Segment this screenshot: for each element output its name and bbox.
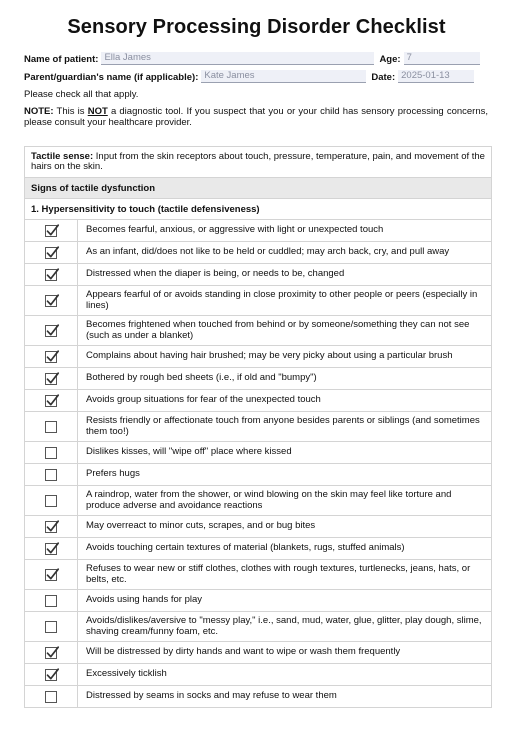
checkbox-cell (25, 368, 78, 390)
disclaimer-note (24, 107, 488, 128)
checklist-item (25, 642, 492, 664)
checklist-item-text: As an infant, did/does not like to be held or cuddled; may arch back, cry, and pull away (78, 242, 492, 264)
checkbox-cell (25, 664, 78, 686)
checkbox-cell (25, 286, 78, 316)
checkbox-cell (25, 486, 78, 516)
checkbox[interactable] (45, 395, 57, 407)
checklist-item (25, 390, 492, 412)
checkbox-cell (25, 346, 78, 368)
tactile-checklist-table (24, 146, 492, 708)
checkbox[interactable] (45, 569, 57, 581)
guardian-row (24, 70, 474, 83)
checkmark-icon (45, 541, 60, 556)
checkbox[interactable] (45, 621, 57, 633)
checkmark-icon (45, 323, 60, 338)
checklist-item (25, 346, 492, 368)
checklist-item-text: Appears fearful of or avoids standing in close proximity to other people or peers (especially in lines) (78, 286, 492, 316)
checklist-item (25, 516, 492, 538)
checkbox[interactable] (45, 351, 57, 363)
checkbox[interactable] (45, 421, 57, 433)
checklist-item-text: Distressed when the diaper is being, or needs to be, changed (78, 264, 492, 286)
checkbox[interactable] (45, 495, 57, 507)
checkbox[interactable] (45, 247, 57, 259)
checkbox-cell (25, 412, 78, 442)
date-label: Date: (371, 72, 396, 83)
section-intro-row (25, 147, 492, 178)
checkbox[interactable] (45, 295, 57, 307)
checklist-item (25, 242, 492, 264)
patient-row (24, 52, 480, 65)
checklist-item-text: Dislikes kisses, will "wipe off" place where kissed (78, 442, 492, 464)
checklist-item-text: Avoids/dislikes/aversive to "messy play," i.e., sand, mud, water, glue, glitter, play dough, slime, shaving cream/funny foam, etc. (78, 612, 492, 642)
checkbox-cell (25, 538, 78, 560)
checkbox-cell (25, 442, 78, 464)
checkbox[interactable] (45, 521, 57, 533)
checkbox[interactable] (45, 269, 57, 281)
checklist-item-text: Avoids touching certain textures of material (blankets, rugs, stuffed animals) (78, 538, 492, 560)
checklist-item (25, 412, 492, 442)
checkmark-icon (45, 293, 60, 308)
checkbox[interactable] (45, 325, 57, 337)
checklist-item (25, 368, 492, 390)
checklist-item-text: Refuses to wear new or stiff clothes, clothes with rough textures, turtlenecks, jeans, hats, or belts, etc. (78, 560, 492, 590)
note-prefix: NOTE: (24, 106, 54, 117)
checkbox-cell (25, 590, 78, 612)
guardian-name-field[interactable]: Kate James (201, 70, 366, 83)
section-intro-label: Tactile sense: (31, 150, 94, 162)
checklist-item-text: Becomes frightened when touched from behind or by someone/something they can not see (such as under a blanket) (78, 316, 492, 346)
date-field[interactable]: 2025-01-13 (398, 70, 474, 83)
checkbox-cell (25, 390, 78, 412)
checklist-item (25, 264, 492, 286)
checkbox[interactable] (45, 669, 57, 681)
checklist-item-text: Distressed by seams in socks and may refuse to wear them (78, 686, 492, 708)
checkmark-icon (45, 667, 60, 682)
note-text-a: This is (53, 106, 88, 117)
section-heading: Signs of tactile dysfunction (25, 178, 492, 199)
age-label: Age: (379, 54, 401, 65)
checklist-item (25, 686, 492, 708)
checklist-item-text: Excessively ticklish (78, 664, 492, 686)
subsection-heading: 1. Hypersensitivity to touch (tactile defensiveness) (25, 199, 492, 220)
age-field[interactable]: 7 (404, 52, 480, 65)
checkmark-icon (45, 349, 60, 364)
checkbox[interactable] (45, 225, 57, 237)
checklist-item-text: Complains about having hair brushed; may be very picky about using a particular brush (78, 346, 492, 368)
checkbox-cell (25, 516, 78, 538)
patient-name-label: Name of patient: (24, 54, 99, 65)
checklist-item-text: Prefers hugs (78, 464, 492, 486)
checklist-item (25, 486, 492, 516)
section-intro-text: Input from the skin receptors about touch, pressure, temperature, pain, and movement of the hairs on the skin. (31, 150, 485, 172)
checkbox-cell (25, 316, 78, 346)
checklist-item-text: May overreact to minor cuts, scrapes, and or bug bites (78, 516, 492, 538)
checklist-item-text: Resists friendly or affectionate touch from anyone besides parents or siblings (and sometimes them too!) (78, 412, 492, 442)
checkmark-icon (45, 645, 60, 660)
checklist-item-text: A raindrop, water from the shower, or wind blowing on the skin may feel like torture and produce adverse and avoidance reactions (78, 486, 492, 516)
instruction-text: Please check all that apply. (24, 89, 139, 100)
checklist-item-text: Avoids group situations for fear of the unexpected touch (78, 390, 492, 412)
checkbox-cell (25, 220, 78, 242)
checkbox-cell (25, 242, 78, 264)
checkbox-cell (25, 560, 78, 590)
checkbox[interactable] (45, 691, 57, 703)
checklist-item (25, 538, 492, 560)
patient-name-field[interactable]: Ella James (101, 52, 374, 65)
checklist-item (25, 220, 492, 242)
checklist-item (25, 560, 492, 590)
checkbox-cell (25, 642, 78, 664)
checkmark-icon (45, 519, 60, 534)
checklist-item (25, 316, 492, 346)
checkbox[interactable] (45, 447, 57, 459)
checkbox-cell (25, 264, 78, 286)
checklist-item (25, 664, 492, 686)
checkmark-icon (45, 371, 60, 386)
checkbox[interactable] (45, 469, 57, 481)
subsection-heading-row (25, 199, 492, 220)
checklist-item-text: Bothered by rough bed sheets (i.e., if old and "bumpy") (78, 368, 492, 390)
checklist-item (25, 612, 492, 642)
checklist-item (25, 464, 492, 486)
checkbox[interactable] (45, 647, 57, 659)
checkbox[interactable] (45, 543, 57, 555)
checkbox-cell (25, 464, 78, 486)
checkmark-icon (45, 567, 60, 582)
checklist-item (25, 286, 492, 316)
checklist-item-text: Will be distressed by dirty hands and want to wipe or wash them frequently (78, 642, 492, 664)
checklist-item (25, 590, 492, 612)
checkbox-cell (25, 612, 78, 642)
checkbox-cell (25, 686, 78, 708)
guardian-name-label: Parent/guardian's name (if applicable): (24, 72, 199, 83)
section-intro (25, 147, 492, 178)
checkbox[interactable] (45, 373, 57, 385)
checkmark-icon (45, 223, 60, 238)
checkmark-icon (45, 267, 60, 282)
checklist-item (25, 442, 492, 464)
checkmark-icon (45, 245, 60, 260)
section-heading-row (25, 178, 492, 199)
note-text-b: a diagnostic tool. If you suspect that you or your child has sensory processing concerns, please consult your healthcare provider. (24, 106, 489, 128)
page-title: Sensory Processing Disorder Checklist (67, 16, 446, 38)
checkmark-icon (45, 393, 60, 408)
checklist-item-text: Becomes fearful, anxious, or aggressive with light or unexpected touch (78, 220, 492, 242)
checkbox[interactable] (45, 595, 57, 607)
checklist-item-text: Avoids using hands for play (78, 590, 492, 612)
note-emphasis: NOT (87, 106, 108, 117)
